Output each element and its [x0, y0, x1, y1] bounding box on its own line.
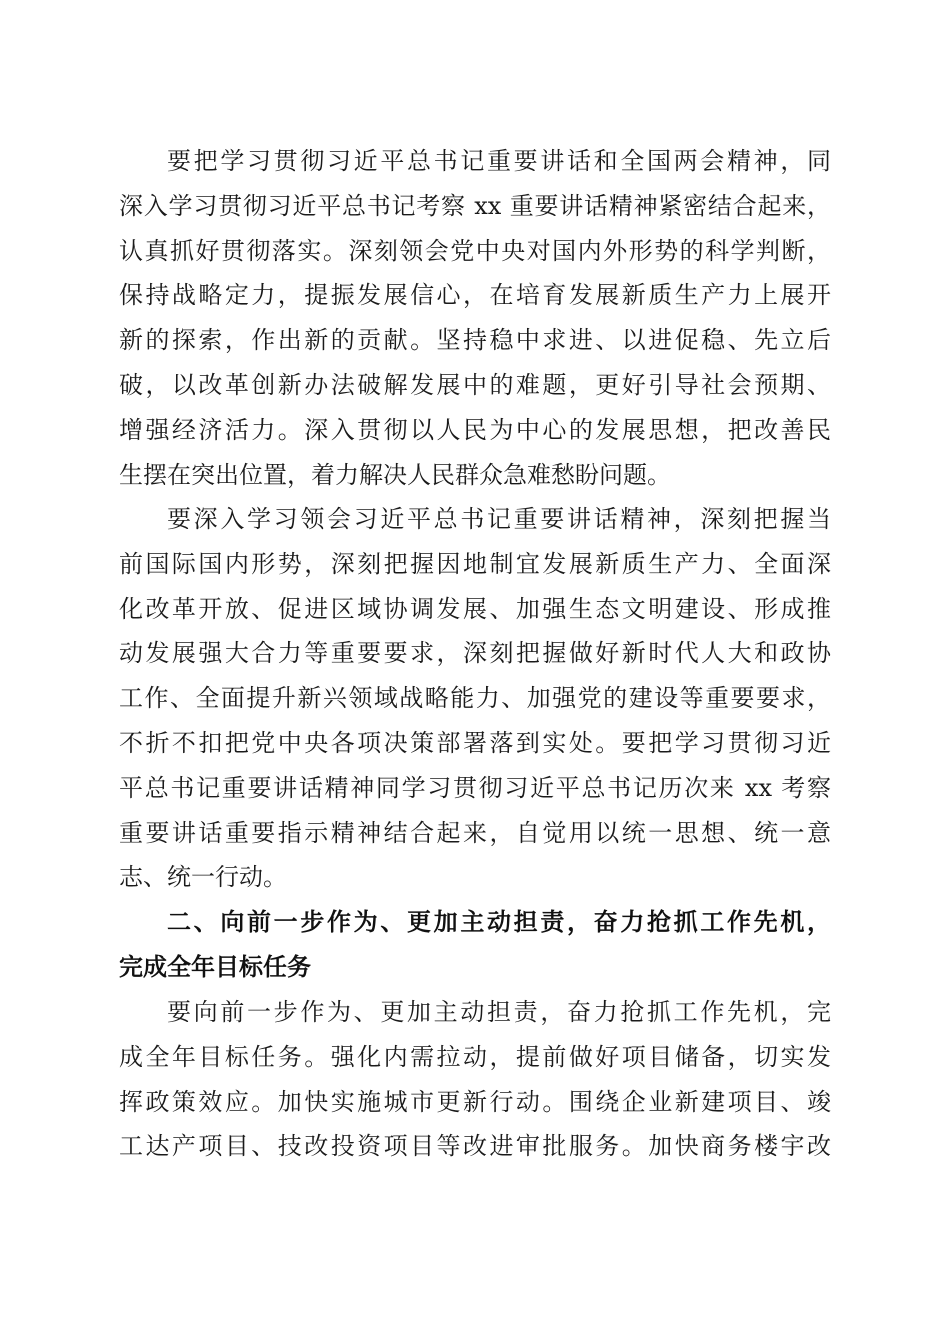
- paragraph-2: [119, 497, 831, 900]
- paragraph-3: [119, 990, 831, 1169]
- paragraph-line: 破，以改革创新办法破解发展中的难题，更好引导社会预期、: [119, 370, 831, 399]
- paragraph-line: 增强经济活力。深入贯彻以人民为中心的发展思想，把改善民: [119, 415, 831, 444]
- paragraph-line: 要把学习贯彻习近平总书记重要讲话和全国两会精神，同: [167, 147, 831, 175]
- paragraph-line: 志、统一行动。: [119, 863, 287, 892]
- paragraph-1: [119, 139, 831, 497]
- paragraph-line: 认真抓好贯彻落实。深刻领会党中央对国内外形势的科学判断，: [119, 236, 831, 265]
- section-heading: [119, 900, 831, 990]
- paragraph-line: 前国际国内形势，深刻把握因地制宜发展新质生产力、全面深: [119, 549, 831, 578]
- paragraph-line: 要向前一步作为、更加主动担责，奋力抢抓工作先机，完: [167, 998, 831, 1026]
- heading-line: 完成全年目标任务: [119, 952, 311, 981]
- paragraph-line: 动发展强大合力等重要要求，深刻把握做好新时代人大和政协: [119, 639, 831, 668]
- paragraph-line: 不折不扣把党中央各项决策部署落到实处。要把学习贯彻习近: [119, 728, 831, 757]
- paragraph-line: 重要讲话重要指示精神结合起来，自觉用以统一思想、统一意: [119, 818, 831, 847]
- paragraph-line: 生摆在突出位置，着力解决人民群众急难愁盼问题。: [119, 460, 671, 489]
- paragraph-line: 深入学习贯彻习近平总书记考察 xx 重要讲话精神紧密结合起来，: [119, 191, 831, 220]
- paragraph-line: 新的探索，作出新的贡献。坚持稳中求进、以进促稳、先立后: [119, 326, 831, 355]
- paragraph-line: 要深入学习领会习近平总书记重要讲话精神，深刻把握当: [167, 505, 831, 533]
- paragraph-line: 保持战略定力，提振发展信心，在培育发展新质生产力上展开: [119, 281, 831, 310]
- paragraph-line: 挥政策效应。加快实施城市更新行动。围绕企业新建项目、竣: [119, 1087, 831, 1116]
- paragraph-line: 平总书记重要讲话精神同学习贯彻习近平总书记历次来 xx 考察: [119, 773, 831, 802]
- paragraph-line: 工达产项目、技改投资项目等改进审批服务。加快商务楼宇改: [119, 1132, 831, 1161]
- paragraph-line: 成全年目标任务。强化内需拉动，提前做好项目储备，切实发: [119, 1042, 831, 1071]
- paragraph-line: 化改革开放、促进区域协调发展、加强生态文明建设、形成推: [119, 594, 831, 623]
- heading-line: 二、向前一步作为、更加主动担责，奋力抢抓工作先机，: [167, 908, 831, 936]
- paragraph-line: 工作、全面提升新兴领域战略能力、加强党的建设等重要要求，: [119, 684, 831, 713]
